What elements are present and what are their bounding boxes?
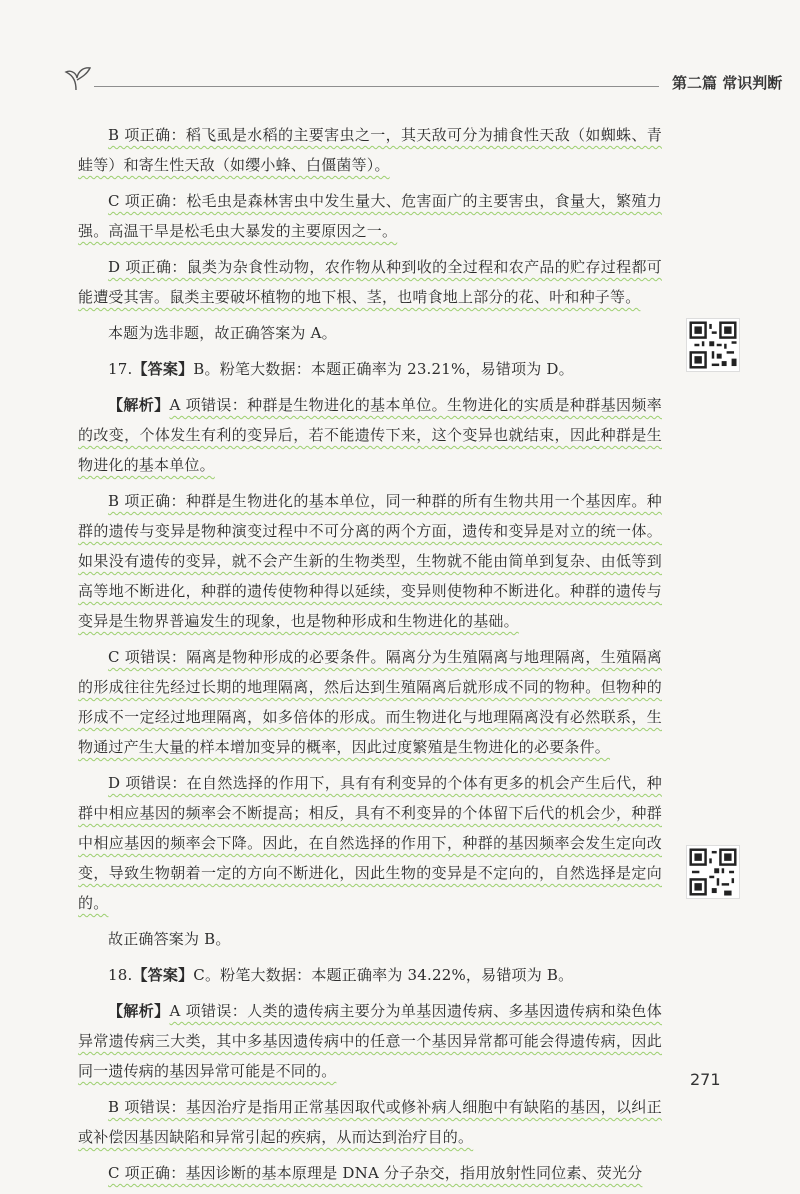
paragraph: B 项正确：稻飞虱是水稻的主要害虫之一，其天敌可分为捕食性天敌（如蜘蛛、青蛙等）和寄生性天敌（如缨小蜂、白僵菌等）。 bbox=[78, 126, 662, 174]
sprout-icon bbox=[60, 62, 94, 92]
page-number: 271 bbox=[690, 1070, 721, 1089]
qr-code-icon[interactable] bbox=[686, 318, 740, 372]
paragraph: C 项正确：基因诊断的基本原理是 DNA 分子杂交，指用放射性同位素、荧光分 bbox=[108, 1164, 643, 1182]
page-body bbox=[78, 120, 662, 1194]
paragraph: D 项正确：鼠类为杂食性动物，农作物从种到收的全过程和农产品的贮存过程都可能遭受其害。鼠类主要破坏植物的地下根、茎，也啃食地上部分的花、叶和种子等。 bbox=[78, 258, 662, 306]
paragraph: C 项正确：松毛虫是森林害虫中发生量大、危害面广的主要害虫，食量大，繁殖力强。高温干旱是松毛虫大暴发的主要原因之一。 bbox=[78, 192, 662, 240]
paragraph: D 项错误：在自然选择的作用下，具有有利变异的个体有更多的机会产生后代，种群中相应基因的频率会不断提高；相反，具有不利变异的个体留下后代的机会少，种群中相应基因的频率会下降。因此，在自然选择的作用下，种群的基因频率会发生定向改变，导致生物朝着一定的方向不断进化，因此生物的变异是不定向的，自然选择是定向的。 bbox=[78, 774, 662, 912]
paragraph: B 项错误：基因治疗是指用正常基因取代或修补病人细胞中有缺陷的基因，以纠正或补偿因基因缺陷和异常引起的疾病，从而达到治疗目的。 bbox=[78, 1098, 662, 1146]
paragraph: B 项正确：种群是生物进化的基本单位，同一种群的所有生物共用一个基因库。种群的遗传与变异是物种演变过程中不可分离的两个方面，遗传和变异是对立的统一体。如果没有遗传的变异，就不会产生新的生物类型，生物就不能由简单到复杂、由低等到高等地不断进化，种群的遗传使物种得以延续，变异则使物种不断进化。种群的遗传与变异是生物界普遍发生的现象，也是物种形成和生物进化的基础。 bbox=[78, 492, 662, 630]
q18-answer: 18.【答案】C。粉笔大数据：本题正确率为 34.22%，易错项为 B。 bbox=[108, 966, 574, 984]
q17-analysis: 【解析】A 项错误：种群是生物进化的基本单位。生物进化的实质是种群基因频率的改变，个体发生有利的变异后，若不能遗传下来，这个变异也就结束，因此种群是生物进化的基本单位。 bbox=[78, 396, 662, 474]
q17-answer: 17.【答案】B。粉笔大数据：本题正确率为 23.21%，易错项为 D。 bbox=[108, 360, 574, 378]
q18-analysis: 【解析】A 项错误：人类的遗传病主要分为单基因遗传病、多基因遗传病和染色体异常遗传病三大类，其中多基因遗传病中的任意一个基因异常都可能会得遗传病，因此同一遗传病的基因异常可能是不同的。 bbox=[78, 1002, 662, 1080]
paragraph: C 项错误：隔离是物种形成的必要条件。隔离分为生殖隔离与地理隔离，生殖隔离的形成往往先经过长期的地理隔离，然后达到生殖隔离后就形成不同的物种。但物种的形成不一定经过地理隔离，如多倍体的形成。而生物进化与地理隔离没有必然联系，生物通过产生大量的样本增加变异的概率，因此过度繁殖是生物进化的必要条件。 bbox=[78, 648, 662, 756]
page-header bbox=[60, 62, 783, 96]
paragraph: 本题为选非题，故正确答案为 A。 bbox=[108, 324, 337, 342]
qr-code-icon[interactable] bbox=[686, 845, 740, 899]
chapter-title: 第二篇 常识判断 bbox=[672, 74, 783, 92]
header-rule bbox=[94, 86, 659, 87]
paragraph: 故正确答案为 B。 bbox=[108, 930, 231, 948]
